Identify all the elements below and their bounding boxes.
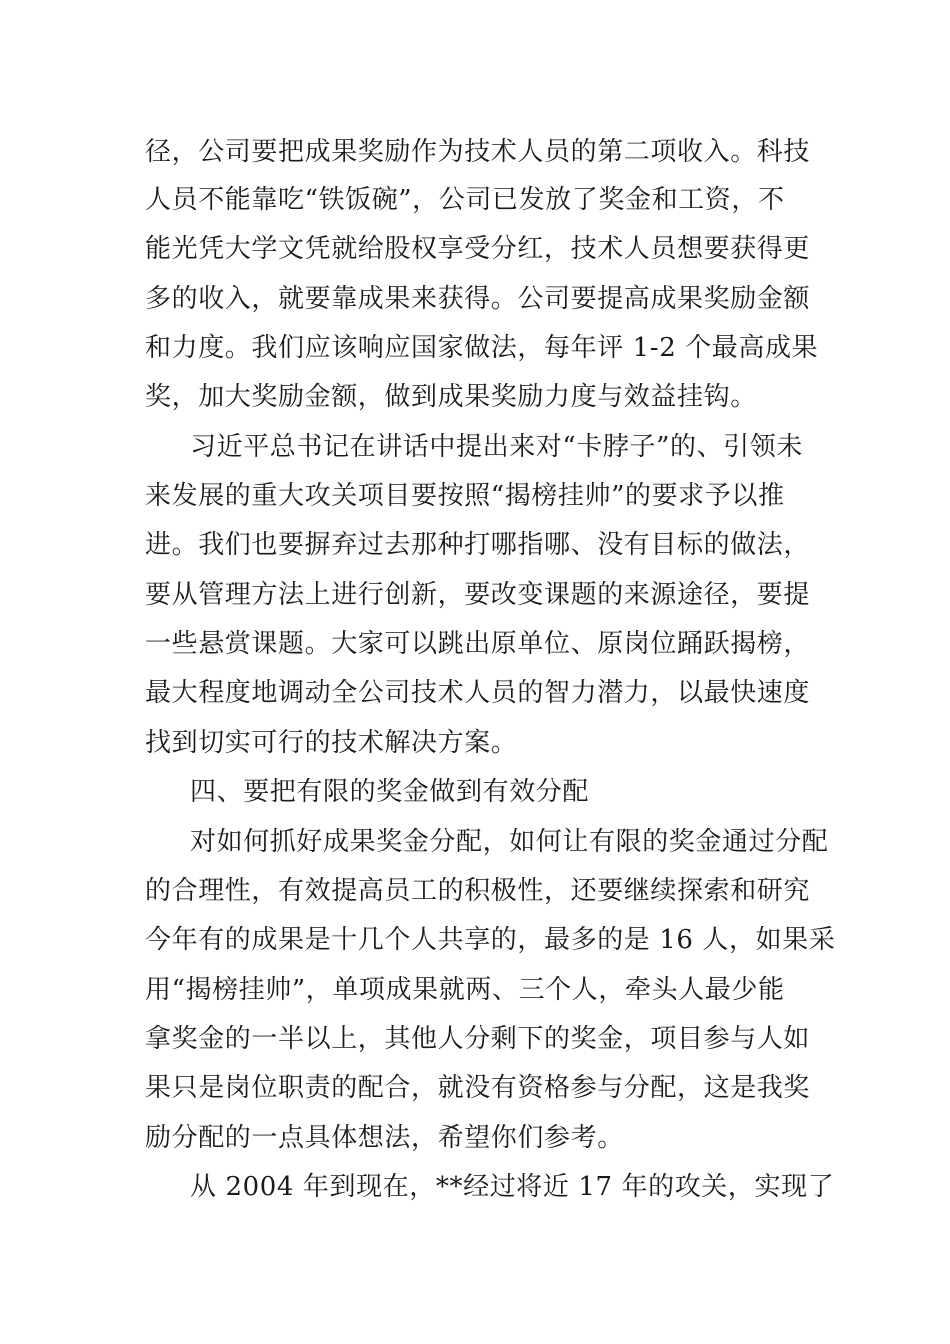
text-line: 果只是岗位职责的配合，就没有资格参与分配，这是我奖 xyxy=(145,1073,811,1103)
text-line: 人员不能靠吃“铁饭碗”，公司已发放了奖金和工资，不 xyxy=(145,185,785,215)
text-line: 拿奖金的一半以上，其他人分剩下的奖金，项目参与人如 xyxy=(145,1024,811,1054)
text-line: 多的收入，就要靠成果来获得。公司要提高成果奖励金额 xyxy=(145,284,811,314)
text-line: 用“揭榜挂帅”，单项成果就两、三个人，牵头人最少能 xyxy=(145,975,785,1005)
paragraph-start-line: 对如何抓好成果奖金分配，如何让有限的奖金通过分配 xyxy=(190,827,829,857)
text-line: 的合理性，有效提高员工的积极性，还要继续探索和研究 xyxy=(145,876,811,906)
text-line: 能光凭大学文凭就给股权享受分红，技术人员想要获得更 xyxy=(145,234,811,264)
text-line: 最大程度地调动全公司技术人员的智力潜力，以最快速度 xyxy=(145,678,811,708)
text-line: 今年有的成果是十几个人共享的，最多的是 16 人，如果采 xyxy=(145,925,836,955)
text-line: 径，公司要把成果奖励作为技术人员的第二项收入。科技 xyxy=(145,137,811,167)
text-line: 励分配的一点具体想法，希望你们参考。 xyxy=(145,1123,624,1153)
text-line: 和力度。我们应该响应国家做法，每年评 1-2 个最高成果 xyxy=(145,333,819,363)
text-line: 一些悬赏课题。大家可以跳出原单位、原岗位踊跃揭榜， xyxy=(145,629,811,659)
section-heading: 四、要把有限的奖金做到有效分配 xyxy=(190,777,590,807)
paragraph-start-line: 从 2004 年到现在，**经过将近 17 年的攻关，实现了 xyxy=(190,1172,835,1202)
text-line: 奖，加大奖励金额，做到成果奖励力度与效益挂钩。 xyxy=(145,382,757,412)
paragraph-start-line: 习近平总书记在讲话中提出来对“卡脖子”的、引领未 xyxy=(190,432,803,462)
text-line: 来发展的重大攻关项目要按照“揭榜挂帅”的要求予以推 xyxy=(145,481,785,511)
text-line: 要从管理方法上进行创新，要改变课题的来源途径，要提 xyxy=(145,580,811,610)
text-line: 找到切实可行的技术解决方案。 xyxy=(145,728,518,758)
text-line: 进。我们也要摒弃过去那种打哪指哪、没有目标的做法， xyxy=(145,530,811,560)
